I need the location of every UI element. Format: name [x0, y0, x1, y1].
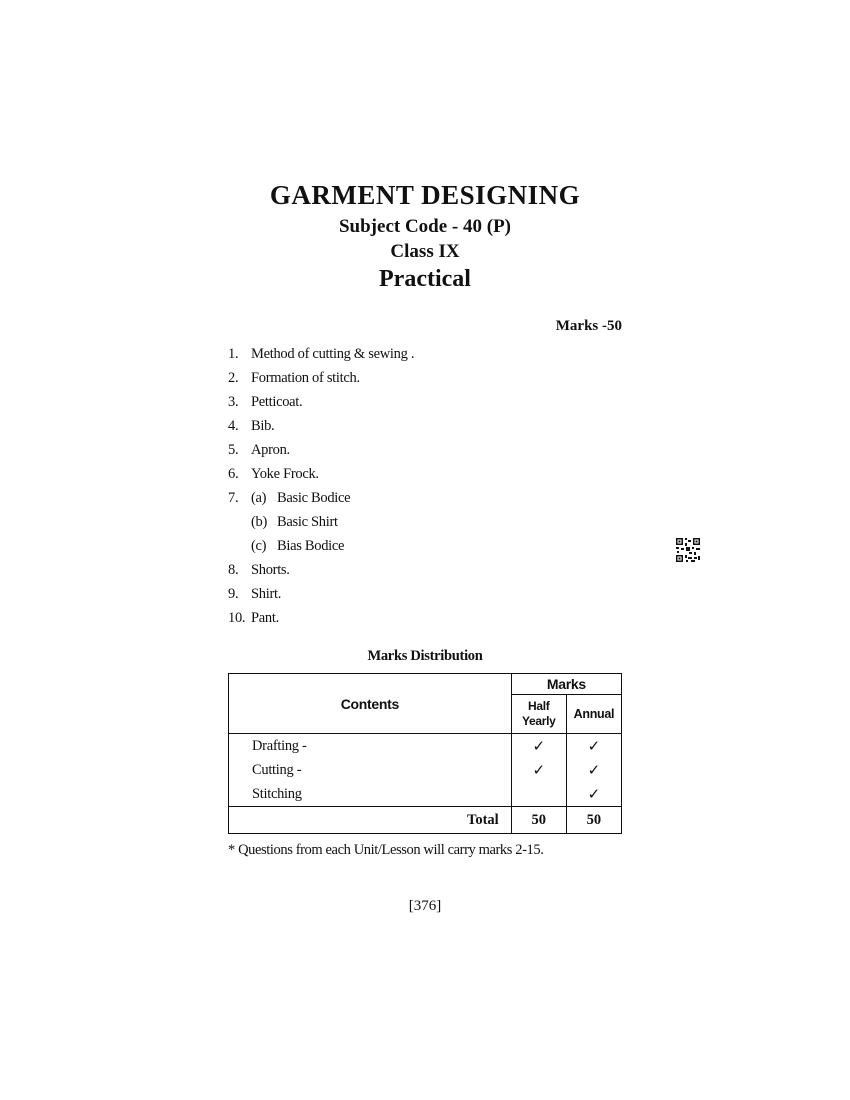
- list-item: [228, 511, 648, 535]
- content-cell: Stitching: [229, 782, 512, 807]
- item-number: 3.: [228, 394, 239, 410]
- list-item: [228, 391, 648, 415]
- item-number: 9.: [228, 586, 239, 602]
- item-number: 4.: [228, 418, 239, 434]
- item-text: Basic Bodice: [277, 490, 351, 506]
- marks-distribution-table: [228, 673, 622, 834]
- item-text: Apron.: [251, 442, 290, 458]
- total-row: [229, 807, 622, 834]
- item-text: Shorts.: [251, 562, 290, 578]
- item-text: Bib.: [251, 418, 275, 434]
- annual-check-icon: ✓: [566, 758, 621, 782]
- item-text: Bias Bodice: [277, 538, 345, 554]
- list-item: [228, 439, 648, 463]
- total-annual: 50: [566, 807, 621, 834]
- annual-check-icon: ✓: [566, 734, 621, 759]
- section-title: Practical: [379, 266, 471, 292]
- half-yearly-header: Half Yearly: [511, 695, 566, 734]
- item-text: Basic Shirt: [277, 514, 338, 530]
- annual-header: Annual: [566, 695, 621, 734]
- half-yearly-check-icon: [511, 782, 566, 807]
- syllabus-list: [228, 343, 648, 631]
- page-number: [376]: [408, 898, 442, 914]
- item-text: Petticoat.: [251, 394, 303, 410]
- list-item: [228, 487, 648, 511]
- annual-check-icon: ✓: [566, 782, 621, 807]
- marks-distribution-title: Marks Distribution: [367, 648, 483, 664]
- list-item: [228, 583, 648, 607]
- sub-item-letter: (a): [251, 490, 267, 506]
- item-number: 1.: [228, 346, 239, 362]
- total-marks: Marks -50: [555, 318, 622, 334]
- item-number: 6.: [228, 466, 239, 482]
- item-number: 5.: [228, 442, 239, 458]
- item-text: Pant.: [251, 610, 279, 626]
- table-row: [229, 734, 622, 759]
- item-number: 7.: [228, 490, 239, 506]
- table-row: [229, 782, 622, 807]
- half-yearly-check-icon: ✓: [511, 734, 566, 759]
- content-cell: Drafting -: [229, 734, 512, 759]
- item-number: 8.: [228, 562, 239, 578]
- total-half-yearly: 50: [511, 807, 566, 834]
- sub-item-letter: (c): [251, 538, 267, 554]
- item-number: 2.: [228, 370, 239, 386]
- contents-header: Contents: [229, 674, 512, 734]
- subject-code: Subject Code - 40 (P): [338, 216, 512, 237]
- table-row: [229, 758, 622, 782]
- list-item: [228, 415, 648, 439]
- item-text: Formation of stitch.: [251, 370, 360, 386]
- list-item: [228, 343, 648, 367]
- qr-code-icon: [675, 537, 701, 563]
- footnote: * Questions from each Unit/Lesson will carry marks 2-15.: [228, 842, 544, 858]
- item-text: Shirt.: [251, 586, 282, 602]
- document-title: GARMENT DESIGNING: [269, 180, 581, 210]
- item-text: Yoke Frock.: [251, 466, 319, 482]
- half-yearly-check-icon: ✓: [511, 758, 566, 782]
- content-cell: Cutting -: [229, 758, 512, 782]
- sub-item-letter: (b): [251, 514, 268, 530]
- list-item: [228, 559, 648, 583]
- list-item: [228, 535, 648, 559]
- class-label: Class IX: [390, 241, 460, 262]
- total-label: Total: [229, 807, 512, 834]
- list-item: [228, 607, 648, 631]
- item-number: 10.: [228, 610, 246, 626]
- item-text: Method of cutting & sewing .: [251, 346, 415, 362]
- marks-header: Marks: [511, 674, 621, 695]
- list-item: [228, 367, 648, 391]
- list-item: [228, 463, 648, 487]
